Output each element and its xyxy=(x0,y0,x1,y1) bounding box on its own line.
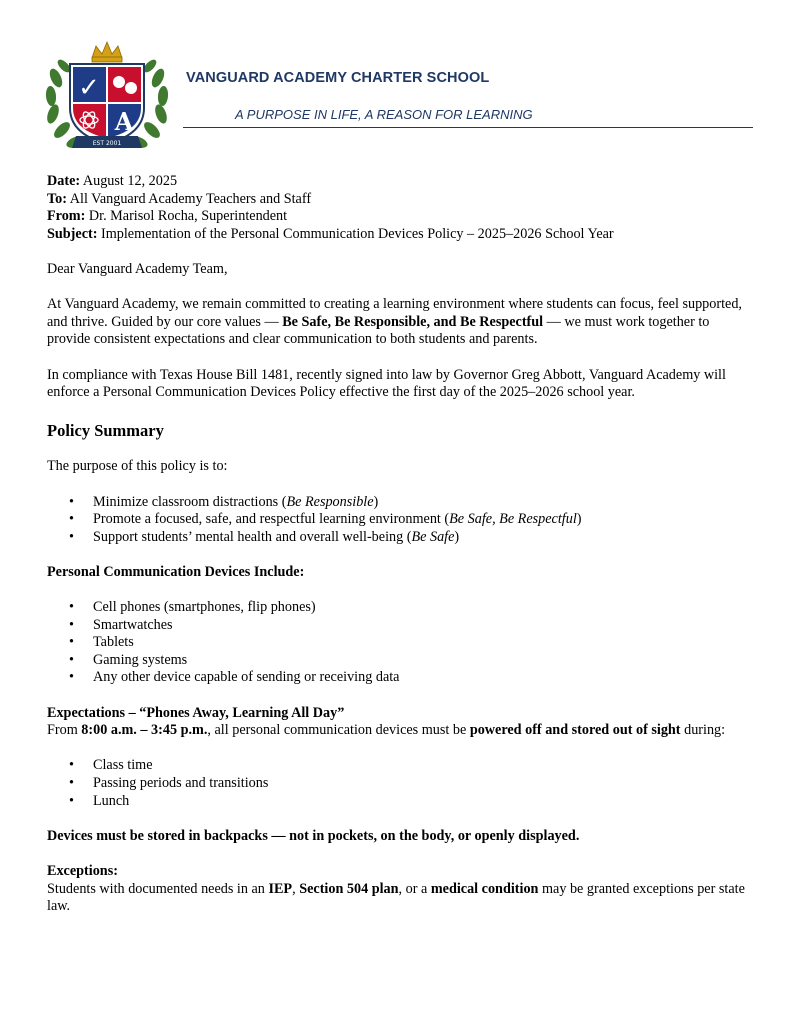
policy-purpose-intro: The purpose of this policy is to: xyxy=(47,458,228,475)
crest-banner xyxy=(72,136,142,148)
exceptions-heading: Exceptions: xyxy=(47,862,118,879)
compliance-paragraph: In compliance with Texas House Bill 1481, recently signed into law by Governor Greg Abbott, Vanguard Academy will enforce a Personal Communication Devices Policy effective the first day of the 2025–2026 school year. xyxy=(47,366,726,401)
storage-note: Devices must be stored in backpacks — not in pockets, on the body, or openly displayed. xyxy=(47,827,580,844)
expectations-list xyxy=(47,757,752,810)
memo-date: Date: August 12, 2025 xyxy=(47,173,178,189)
list-item: • Tablets xyxy=(69,634,134,651)
intro-paragraph: At Vanguard Academy, we remain committed to creating a learning environment where students can focus, feel supported, and thrive. Guided by our core values — Be Safe, Be Responsible, and Be Respectful — we must work together to provide consistent expectations and clear communication to both students and parents. xyxy=(47,296,742,348)
greeting: Dear Vanguard Academy Team, xyxy=(47,260,228,277)
policy-purpose-list xyxy=(47,494,752,547)
crown-icon xyxy=(92,42,122,62)
expectations-paragraph: From 8:00 a.m. – 3:45 p.m., all personal communication devices must be powered off and stored out of sight during: xyxy=(47,722,726,739)
list-item: • Support students’ mental health and overall well-being (Be Safe) xyxy=(69,528,460,545)
list-item: • Any other device capable of sending or receiving data xyxy=(69,669,400,686)
list-item: • Cell phones (smartphones, flip phones) xyxy=(69,599,316,616)
header-divider xyxy=(183,127,753,128)
school-crest-logo xyxy=(42,38,172,158)
list-item: • Class time xyxy=(69,757,153,774)
list-item: • Lunch xyxy=(69,792,130,809)
devices-list xyxy=(47,599,752,687)
exceptions-paragraph: Students with documented needs in an IEP, Section 504 plan, or a medical condition may be granted exceptions per state law. xyxy=(47,880,745,915)
memo-to: To: All Vanguard Academy Teachers and Staff xyxy=(47,190,312,207)
school-name: VANGUARD ACADEMY CHARTER SCHOOL xyxy=(186,70,490,86)
crest-banner-text: EST 2001 xyxy=(92,140,122,147)
school-motto: A PURPOSE IN LIFE, A REASON FOR LEARNING xyxy=(235,107,533,122)
list-item: • Passing periods and transitions xyxy=(69,775,269,791)
crest-letter: A xyxy=(114,107,134,136)
list-item: • Smartwatches xyxy=(69,616,173,633)
policy-summary-heading: Policy Summary xyxy=(47,420,164,440)
memo-body xyxy=(47,173,752,916)
memo-subject: Subject: Implementation of the Personal Communication Devices Policy – 2025–2026 School Year xyxy=(47,225,614,242)
memo-from: From: Dr. Marisol Rocha, Superintendent xyxy=(47,208,288,225)
devices-heading: Personal Communication Devices Include: xyxy=(47,563,305,580)
list-item: • Promote a focused, safe, and respectful learning environment (Be Safe, Be Respectful) xyxy=(69,511,582,528)
expectations-heading: Expectations – “Phones Away, Learning All Day” xyxy=(47,704,345,721)
list-item: • Gaming systems xyxy=(69,651,188,668)
list-item: • Minimize classroom distractions (Be Responsible) xyxy=(69,493,379,510)
checkmark-icon: ✓ xyxy=(78,73,100,103)
